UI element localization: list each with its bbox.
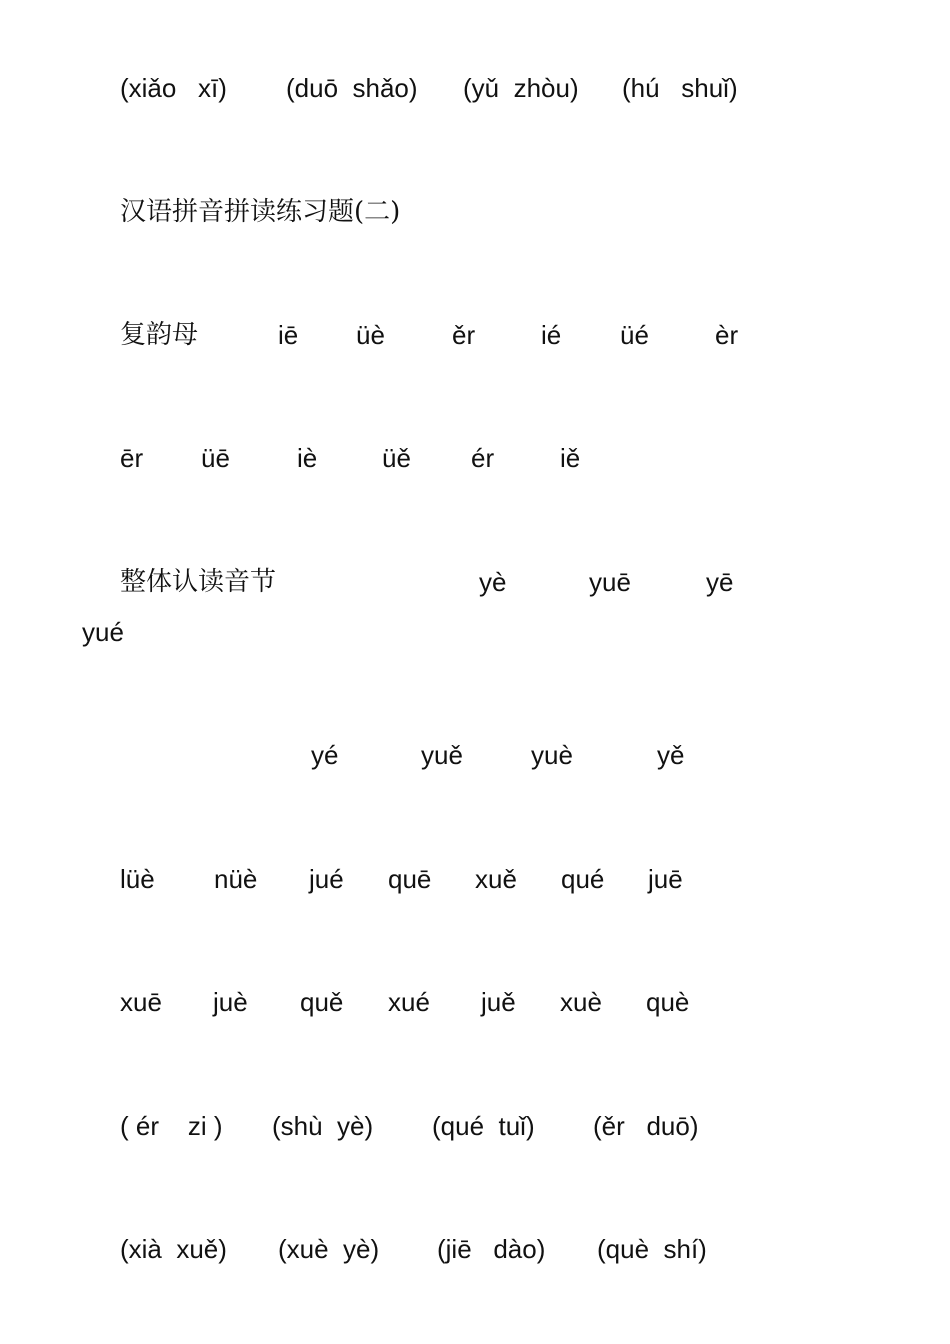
- pinyin-syllable: ér: [471, 443, 495, 473]
- pinyin-syllable: nüè: [214, 864, 258, 894]
- pinyin-syllable: ěr: [452, 320, 476, 350]
- pinyin-syllable: üě: [382, 443, 411, 473]
- pinyin-syllable: xuē: [120, 987, 162, 1017]
- pinyin-syllable: üē: [201, 443, 230, 473]
- pinyin-syllable: iè: [297, 443, 318, 473]
- pinyin-syllable: yé: [311, 740, 339, 770]
- pinyin-word: (shù yè): [272, 1111, 374, 1141]
- pinyin-syllable: üè: [356, 320, 385, 350]
- pinyin-syllable: juě: [481, 987, 516, 1017]
- pinyin-syllable: jué: [309, 864, 344, 894]
- fuyunmu-label: 复韵母: [120, 320, 199, 350]
- pinyin-syllable: quē: [388, 864, 432, 894]
- pinyin-syllable: yuè: [531, 740, 573, 770]
- pinyin-syllable: xuě: [475, 864, 517, 894]
- pinyin-syllable: xué: [388, 987, 430, 1017]
- pinyin-syllable: xuè: [560, 987, 602, 1017]
- pinyin-syllable: lüè: [120, 864, 155, 894]
- pinyin-word: (duō shǎo): [286, 73, 418, 103]
- pinyin-syllable: juè: [213, 987, 248, 1017]
- pinyin-syllable: üé: [620, 320, 649, 350]
- pinyin-word: (xià xuě): [120, 1234, 227, 1264]
- pinyin-syllable: èr: [715, 320, 739, 350]
- pinyin-word: ( ér zi ): [120, 1111, 223, 1141]
- pinyin-syllable: yè: [479, 567, 507, 597]
- pinyin-syllable: iě: [560, 443, 581, 473]
- pinyin-syllable: qué: [561, 864, 605, 894]
- pinyin-syllable: yuē: [589, 567, 631, 597]
- pinyin-syllable: juē: [648, 864, 683, 894]
- pinyin-syllable: ēr: [120, 443, 144, 473]
- pinyin-word: (jiē dào): [437, 1234, 546, 1264]
- pinyin-word: (què shí): [597, 1234, 707, 1264]
- pinyin-syllable: ié: [541, 320, 562, 350]
- section-heading: 汉语拼音拼读练习题(二): [120, 197, 401, 227]
- pinyin-word: (xiǎo xī): [120, 73, 227, 103]
- pinyin-syllable: yuě: [421, 740, 463, 770]
- pinyin-syllable: yué: [82, 617, 124, 647]
- pinyin-syllable: yē: [706, 567, 734, 597]
- zhengti-label: 整体认读音节: [120, 567, 277, 597]
- pinyin-word: (hú shuǐ): [622, 73, 738, 103]
- pinyin-word: (xuè yè): [278, 1234, 380, 1264]
- pinyin-word: (qué tuǐ): [432, 1111, 535, 1141]
- pinyin-syllable: què: [646, 987, 690, 1017]
- pinyin-syllable: yě: [657, 740, 685, 770]
- pinyin-word: (yǔ zhòu): [463, 73, 579, 103]
- pinyin-word: (ěr duō): [593, 1111, 699, 1141]
- pinyin-syllable: quě: [300, 987, 344, 1017]
- pinyin-syllable: iē: [278, 320, 299, 350]
